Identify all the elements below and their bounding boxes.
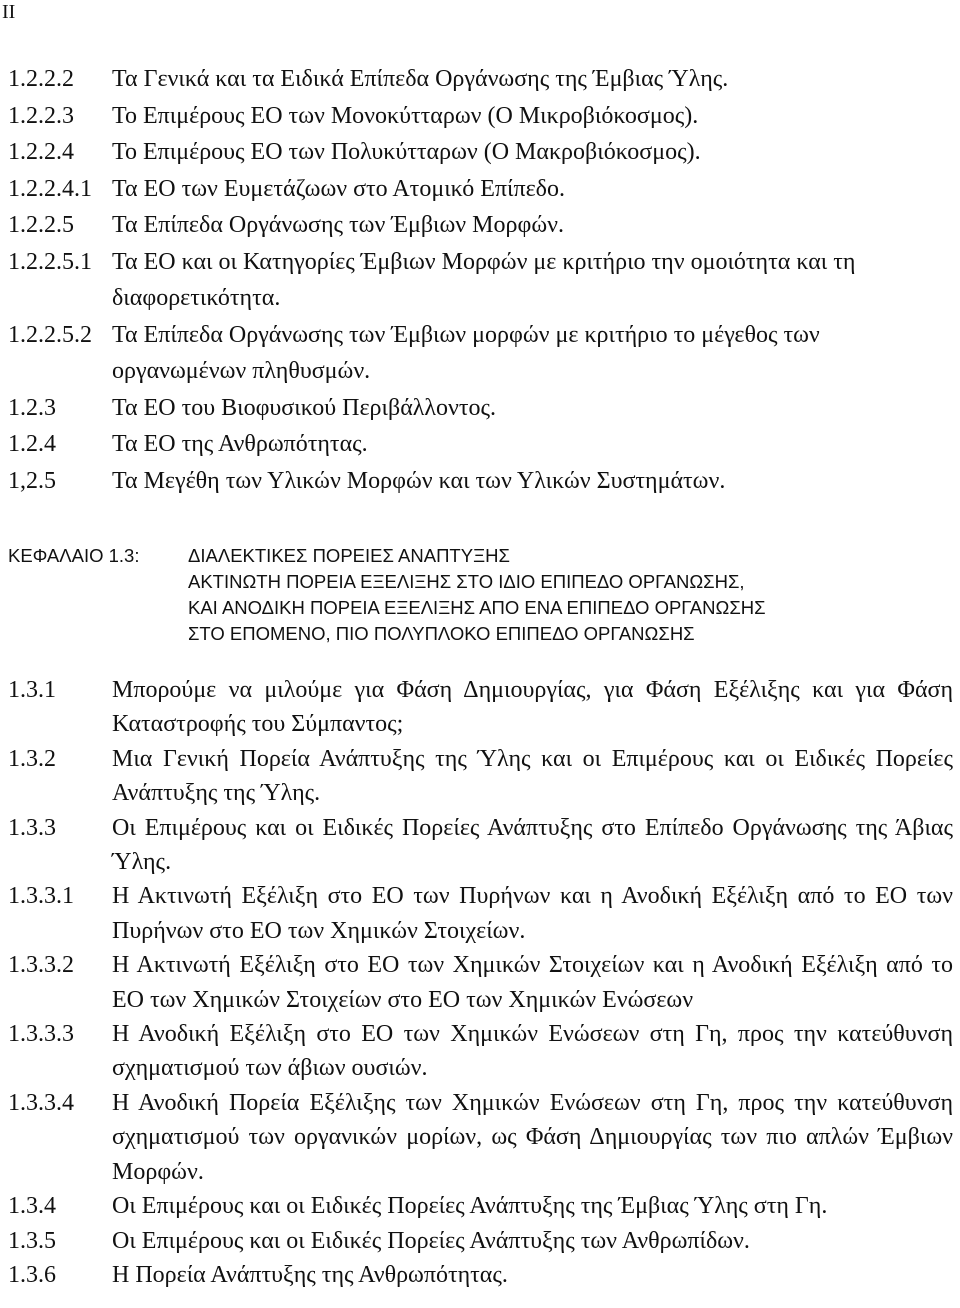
toc-entry-title: Η Ανοδική Πορεία Εξέλιξης των Χημικών Ενώσεων στη Γη, προς την κατεύθυνση σχηματισμού των οργανικών μορίων, ως Φάση Δημιουργίας των πιο απλών Έμβιων Μορφών. (112, 1089, 953, 1185)
toc-entry (8, 61, 953, 98)
toc-entry (8, 1017, 953, 1086)
toc-entry (8, 948, 953, 1017)
toc-entry-title: Η Ανοδική Εξέλιξη στο ΕΟ των Χημικών Ενώσεων στη Γη, προς την κατεύθυνση σχηματισμού των άβιων ουσιών. (112, 1021, 953, 1082)
toc-entry-number: 1.3.3.4 (8, 1089, 74, 1116)
toc-entry-title: Οι Επιμέρους και οι Ειδικές Πορείες Ανάπτυξης στο Επίπεδο Οργάνωσης της Άβιας Ύλης. (112, 814, 953, 876)
toc-entry-title: Το Επιμέρους ΕΟ των Πολυκύτταρων (Ο Μακροβιόκοσμος). (112, 139, 701, 165)
toc-entry-title: Η Ακτινωτή Εξέλιξη στο ΕΟ των Χημικών Στοιχείων και η Ανοδική Εξέλιξη από το ΕΟ των Χημικών Στοιχείων στο ΕΟ των Χημικών Ενώσεων (112, 952, 953, 1013)
toc-entry-number: 1.2.2.2 (8, 66, 74, 92)
toc-entry-title: Η Πορεία Ανάπτυξης της Ανθρωπότητας. (112, 1261, 508, 1288)
toc-entry-title: Οι Επιμέρους και οι Ειδικές Πορείες Ανάπτυξης της Έμβιας Ύλης στη Γη. (112, 1193, 828, 1220)
toc-entry-title: Τα Μεγέθη των Υλικών Μορφών και των Υλικών Συστημάτων. (112, 467, 726, 494)
page-number: II (2, 1, 16, 23)
chapter-title-line: ΣΤΟ ΕΠΟΜΕΝΟ, ΠΙΟ ΠΟΛΥΠΛΟΚΟ ΕΠΙΠΕΔΟ ΟΡΓΑΝΩΣΗΣ (188, 623, 695, 644)
toc-entry (8, 317, 953, 390)
toc-entry-title: Το Επιμέρους ΕΟ των Μονοκύτταρων (Ο Μικροβιόκοσμος). (112, 102, 699, 129)
toc-entry (8, 673, 953, 742)
toc-entry (8, 244, 953, 317)
toc-entry-title: Τα ΕΟ του Βιοφυσικού Περιβάλλοντος. (112, 394, 497, 421)
toc-entry-title: Οι Επιμέρους και οι Ειδικές Πορείες Ανάπτυξης των Ανθρωπίδων. (112, 1227, 750, 1254)
toc-entry (8, 1258, 953, 1292)
toc-entry-number: 1.3.3.2 (8, 952, 74, 979)
chapter-title-line: ΑΚΤΙΝΩΤΗ ΠΟΡΕΙΑ ΕΞΕΛΙΞΗΣ ΣΤΟ ΙΔΙΟ ΕΠΙΠΕΔΟ ΟΡΓΑΝΩΣΗΣ, (188, 571, 745, 592)
toc-section-1-2 (8, 61, 953, 499)
toc-entry-title: Μπορούμε να μιλούμε για Φάση Δημιουργίας, για Φάση Εξέλιξης και για Φάση Καταστροφής του Σύμπαντος; (112, 677, 953, 738)
toc-entry-number: 1.3.3.1 (8, 883, 74, 910)
toc-entry (8, 879, 953, 948)
toc-entry-number: 1,2.5 (8, 467, 56, 494)
toc-entry-number: 1.2.4 (8, 431, 56, 457)
toc-entry-title: Τα Γενικά και τα Ειδικά Επίπεδα Οργάνωσης της Έμβιας Ύλης. (112, 66, 729, 92)
toc-entry-number: 1.2.3 (8, 394, 56, 421)
toc-entry (8, 463, 953, 500)
toc-entry-number: 1.3.4 (8, 1193, 56, 1220)
toc-entry-title: Τα ΕΟ των Ευμετάζωων στο Ατομικό Επίπεδο. (112, 175, 565, 202)
chapter-label: ΚΕΦΑΛΑΙΟ 1.3: (8, 545, 140, 566)
toc-entry-title: Τα Επίπεδα Οργάνωσης των Έμβιων μορφών με κριτήριο το μέγεθος των οργανωμένων πληθυσμών. (112, 321, 820, 384)
toc-entry-number: 1.2.2.5.2 (8, 321, 92, 348)
toc-entry (8, 98, 953, 135)
toc-entry (8, 742, 953, 811)
chapter-title-line: ΔΙΑΛΕΚΤΙΚΕΣ ΠΟΡΕΙΕΣ ΑΝΑΠΤΥΞΗΣ (188, 545, 510, 566)
toc-entry (8, 171, 953, 208)
chapter-title (188, 543, 953, 647)
toc-entry-title: Μια Γενική Πορεία Ανάπτυξης της Ύλης και οι Επιμέρους και οι Ειδικές Πορείες Ανάπτυξης της Ύλης. (112, 745, 953, 807)
toc-entry (8, 1224, 953, 1258)
toc-entry-number: 1.2.2.5 (8, 212, 74, 238)
toc-entry-title: Η Ακτινωτή Εξέλιξη στο ΕΟ των Πυρήνων και η Ανοδική Εξέλιξη από το ΕΟ των Πυρήνων στο ΕΟ των Χημικών Στοιχείων. (112, 883, 953, 944)
toc-entry (8, 811, 953, 880)
toc-section-1-3 (8, 673, 953, 1292)
toc-entry-number: 1.2.2.4 (8, 139, 74, 165)
toc-entry (8, 1189, 953, 1223)
toc-entry-number: 1.3.3.3 (8, 1021, 74, 1048)
toc-entry-title: Τα ΕΟ και οι Κατηγορίες Έμβιων Μορφών με κριτήριο την ομοιότητα και τη διαφορετικότητα. (112, 248, 856, 311)
toc-entry (8, 207, 953, 244)
toc-entry-number: 1.2.2.4.1 (8, 175, 92, 202)
toc-entry (8, 134, 953, 171)
chapter-heading (8, 543, 953, 647)
chapter-heading-row (8, 543, 953, 647)
toc-entry-number: 1.3.2 (8, 745, 56, 772)
toc-entry (8, 1086, 953, 1189)
toc-entry-title: Τα Επίπεδα Οργάνωσης των Έμβιων Μορφών. (112, 212, 564, 238)
toc-entry (8, 426, 953, 463)
toc-entry-title: Τα ΕΟ της Ανθρωπότητας. (112, 431, 368, 457)
toc-entry-number: 1.2.2.5.1 (8, 248, 92, 275)
toc-entry-number: 1.3.1 (8, 677, 56, 703)
toc-entry-number: 1.2.2.3 (8, 102, 74, 129)
toc-entry-number: 1.3.6 (8, 1261, 56, 1288)
chapter-title-line: ΚΑΙ ΑΝΟΔΙΚΗ ΠΟΡΕΙΑ ΕΞΕΛΙΞΗΣ ΑΠΟ ΕΝΑ ΕΠΙΠΕΔΟ ΟΡΓΑΝΩΣΗΣ (188, 597, 766, 618)
toc-entry (8, 390, 953, 427)
toc-entry-number: 1.3.3 (8, 814, 56, 841)
toc-entry-number: 1.3.5 (8, 1227, 56, 1254)
